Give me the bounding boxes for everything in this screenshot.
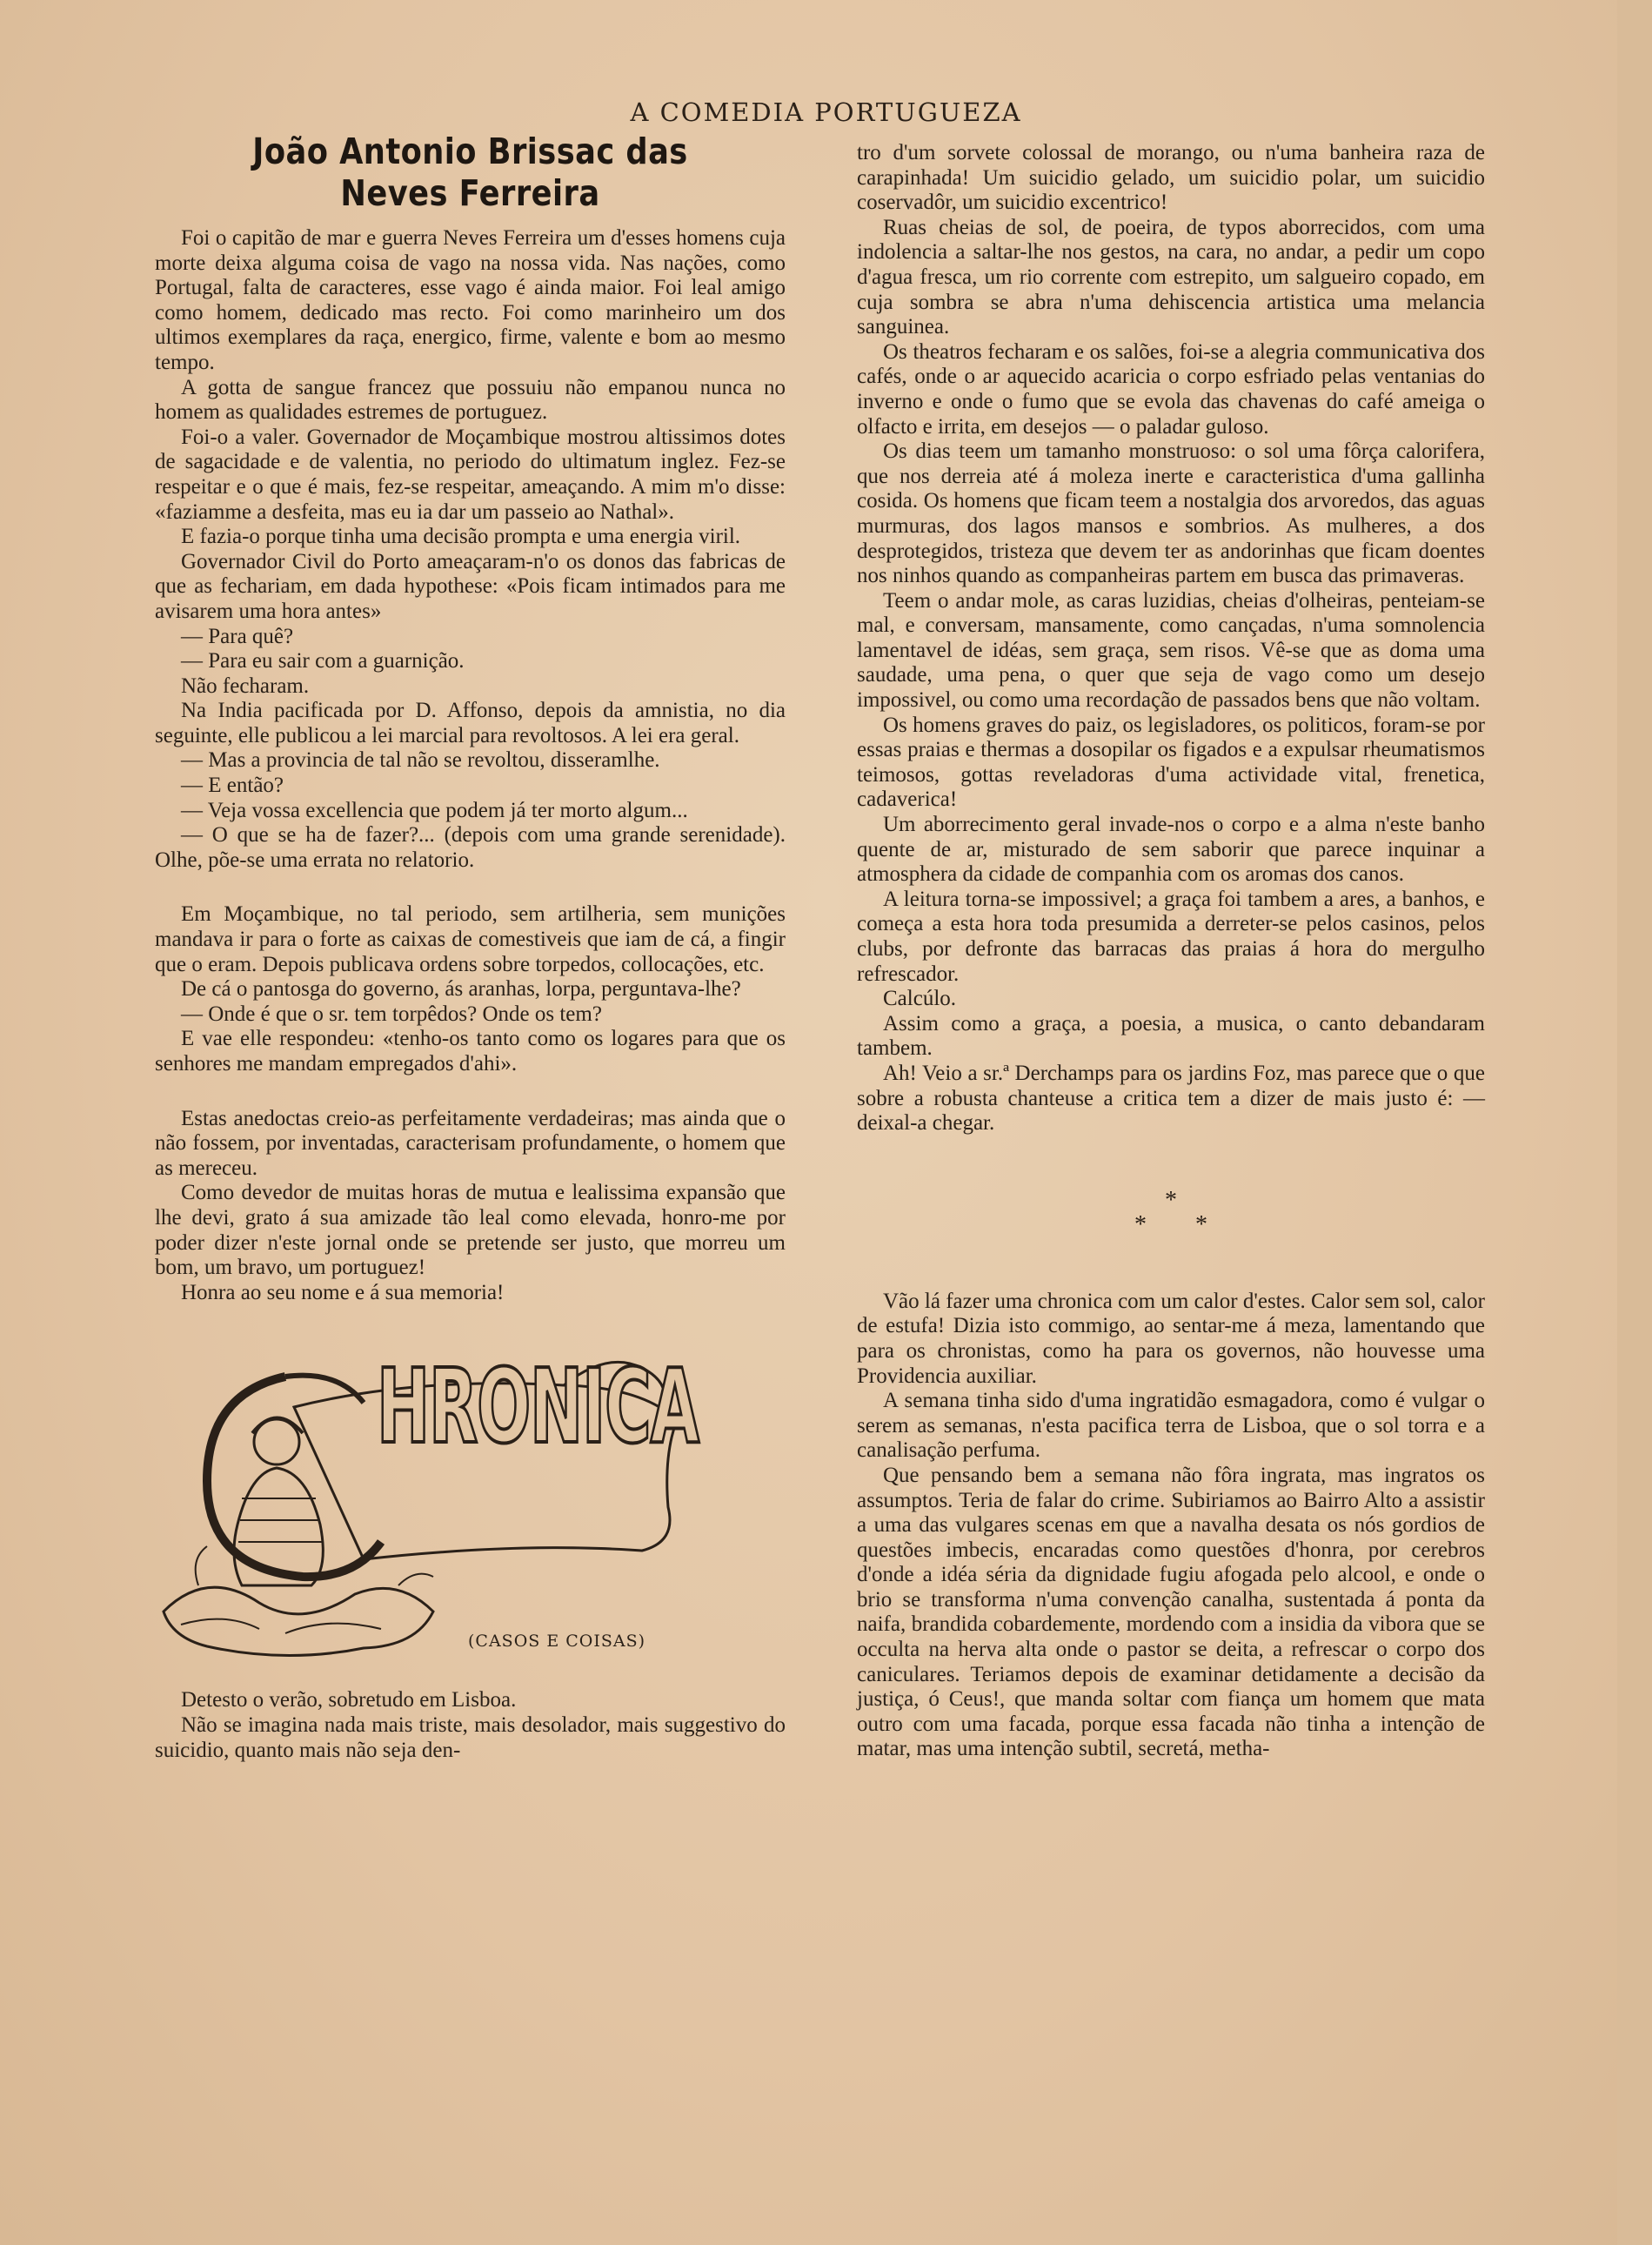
chronica-paragraph: Detesto o verão, sobretudo em Lisboa.	[181, 1688, 517, 1712]
chronica-paragraph: Não se imagina nada mais triste, mais desolador, mais suggestivo do suicidio, quanto mais não seja den-	[155, 1712, 786, 1762]
chronica-caption: (CASOS E COISAS)	[468, 1632, 646, 1652]
chronica-paragraph: Os dias teem um tamanho monstruoso: o sol uma fôrça calorifera, que nos derreia até á moleza inerte e caracteristica d'uma gallinha cosida. Os homens que ficam teem a nostalgia dos arvoredos, das aguas murmuras, dos lagos mansos e sombrios. As mulheres, a dos desprotegidos, tristeza que devem ter as andorinhas que ficam doentes nos ninhos quando as companheiras partem em busca das primaveras.	[857, 439, 1485, 588]
article-paragraph: Foi-o a valer. Governador de Moçambique mostrou altissimos dotes de sagacidade e de valentia, no periodo do ultimatum inglez. Fez-se respeitar e o que é mais, fez-se respeitar, ameaçando. A mim m'o disse: «faziamme a desfeita, mas eu ia dar um passeio ao Nathal».	[155, 425, 786, 524]
article-paragraph: Não fecharam.	[181, 674, 310, 698]
chronica-paragraph: Um aborrecimento geral invade-nos o corpo e a alma n'este banho quente de ar, misturado de sem saborir que parece inquinar a atmosphera da cidade de companhia com os aromas dos canos.	[857, 813, 1485, 887]
chronica-paragraph: A semana tinha sido d'uma ingratidão esmagadora, como é vulgar o serem as semanas, n'esta pacifica terra de Lisboa, que o sol torra e a canalisação perfuma.	[857, 1389, 1485, 1463]
article-paragraph: Estas anedoctas creio-as perfeitamente verdadeiras; mas ainda que o não fossem, por inventadas, caracterisam profundamente, o homem que as mereceu.	[155, 1106, 786, 1180]
chronica-paragraph: Calcúlo.	[883, 987, 957, 1011]
chronica-paragraph: Vão lá fazer uma chronica com um calor d'estes. Calor sem sol, calor de estufa! Dizia isto commigo, ao sentar-me á meza, lamentando que para os chronistas, como ha para os governos, não houvesse uma Providencia auxiliar.	[857, 1289, 1485, 1388]
chronica-heading-text: HRONICA	[377, 1346, 699, 1467]
article-paragraph: — Onde é que o sr. tem torpêdos? Onde os tem?	[181, 1002, 602, 1026]
article-paragraph: Em Moçambique, no tal periodo, sem artilheria, sem munições mandava ir para o forte as caixas de comestiveis que iam de cá, a fingir que o eram. Depois publicava ordens sobre torpedos, collocações, etc.	[155, 902, 786, 976]
star: *	[1195, 1210, 1207, 1238]
article-paragraph: E vae elle respondeu: «tenho-os tanto como os logares para que os senhores me mandam empregados d'ahi».	[155, 1027, 786, 1076]
chronica-paragraph: A leitura torna-se impossivel; a graça foi tambem a ares, a banhos, e começa a esta hora toda presumida a derreter-se pelos casinos, pelos clubs, por defronte das barracas das praias á hora do mergulho refrescador.	[857, 887, 1485, 986]
chronica-paragraph: Teem o andar mole, as caras luzidias, cheias d'olheiras, penteiam-se mal, e conversam, mansamente, como cançadas, n'uma somnolencia lamentavel de idéas, sem graça, sem risos. Vê-se que as doma uma saudade, uma pena, o quer que seja de vago como um desejo impossivel, ou como uma recordação de passados bens que não voltam.	[857, 588, 1485, 713]
article-title: João Antonio Brissac das Neves Ferreira	[252, 131, 688, 214]
page-edge	[1617, 0, 1652, 2245]
article-paragraph: — O que se ha de fazer?... (depois com uma grande serenidade). Olhe, põe-se uma errata no relatorio.	[155, 823, 786, 872]
article-paragraph: — E então?	[181, 774, 284, 798]
chronica-paragraph: tro d'um sorvete colossal de morango, ou n'uma banheira raza de carapinhada! Um suicidio gelado, um suicidio polar, um suicidio coservadôr, um suicidio excentrico!	[857, 141, 1485, 215]
article-paragraph: A gotta de sangue francez que possuiu não empanou nunca no homem as qualidades estremes de portuguez.	[155, 375, 786, 425]
article-paragraph: Governador Civil do Porto ameaçaram-n'o os donos das fabricas de que as fechariam, em dada hypothese: «Pois ficam intimados para me avisarem uma hora antes»	[155, 549, 786, 623]
chronica-paragraph: Os homens graves do paiz, os legisladores, os politicos, foram-se por essas praias e thermas a dosopilar os figados e a expulsar rheumatismos teimosos, gottas reveladoras d'uma actividade vital, frenetica, cadaverica!	[857, 713, 1485, 812]
article-paragraph: E fazia-o porque tinha uma decisão prompta e uma energia viril.	[181, 525, 741, 549]
article-paragraph: — Mas a provincia de tal não se revoltou, disseramlhe.	[181, 748, 660, 773]
chronica-paragraph: Assim como a graça, a poesia, a musica, o canto debandaram tambem.	[857, 1011, 1485, 1061]
left-column	[155, 131, 786, 1763]
star: *	[1165, 1186, 1177, 1214]
chronica-paragraph: Ah! Veio a sr.ª Derchamps para os jardins Foz, mas parece que o que sobre a robusta chanteuse a critica tem a dizer de mais justo é: — deixal-a chegar.	[857, 1061, 1485, 1136]
article-paragraph: De cá o pantosga do governo, ás aranhas, lorpa, perguntava-lhe?	[181, 977, 741, 1002]
article-paragraph: Honra ao seu nome e á sua memoria!	[181, 1280, 505, 1304]
article-paragraph: Como devedor de muitas horas de mutua e lealissima expansão que lhe devi, grato á sua amizade tão leal como elevada, honro-me por poder dizer n'este jornal onde se pretende ser justo, que morreu um bom, um bravo, um portuguez!	[155, 1181, 786, 1280]
section-divider-stars	[857, 1186, 1485, 1238]
chronica-paragraph: Que pensando bem a semana não fôra ingrata, mas ingratos os assumptos. Teria de falar do crime. Subiriamos ao Bairro Alto a assistir a uma das vulgares scenas em que a navalha desata os nós gordios de questões imbecis, encaradas como questões d'honra, por cerebros d'onde a idéa séria da dignidade fugiu afogada pelo alcool, e onde o brio se transforma n'uma convenção canalha, sustentada á ponta da naifa, brandida cobardemente, mordendo com a insidia da vibora que se occulta na herva alta onde o pastor se deita, a refrescar o corpo dos caniculares. Teriamos depois de examinar detidamente a decisão da justiça, ó Ceus!, que manda soltar com fiança um homem que mata outro com uma facada, porque essa facada não tinha a intenção de matar, mas uma intenção subtil, secretá, metha-	[857, 1463, 1485, 1761]
right-column	[857, 141, 1485, 1762]
article-paragraph: — Para eu sair com a guarnição.	[181, 649, 465, 674]
chronica-paragraph: Os theatros fecharam e os salões, foi-se a alegria communicativa dos cafés, onde o ar aquecido acaricia o corpo esfriado pelas ventanias do inverno e onde o fumo que se evola das chavenas do café ameiga o olfacto e irrita, em desejos — o paladar guloso.	[857, 339, 1485, 439]
article-paragraph: — Para quê?	[181, 624, 294, 648]
star: *	[1134, 1210, 1147, 1238]
article-paragraph: — Veja vossa excellencia que podem já ter morto algum...	[181, 798, 688, 822]
running-head: A COMEDIA PORTUGUEZA	[630, 97, 1022, 127]
article-paragraph: Foi o capitão de mar e guerra Neves Ferreira um d'esses homens cuja morte deixa alguma coisa de vago na nossa vida. Nas nações, como Portugal, falta de caracteres, esse vago é ainda maior. Foi leal amigo como homem, dedicado mas recto. Foi como marinheiro um dos ultimos exemplares da raça, energico, firme, valente e bom ao mesmo tempo.	[155, 226, 786, 374]
chronica-illustration	[155, 1324, 699, 1681]
chronica-paragraph: Ruas cheias de sol, de poeira, de typos aborrecidos, com uma indolencia a saltar-lhe nos gestos, na cara, no andar, a pedir um copo d'agua fresca, um rio corrente com estrepito, um salgueiro copado, em cuja sombra se abra n'uma dehiscencia artistica uma melancia sanguinea.	[857, 215, 1485, 339]
article-paragraph: Na India pacificada por D. Affonso, depois da amnistia, no dia seguinte, elle publicou a lei marcial para revoltosos. A lei era geral.	[155, 699, 786, 747]
